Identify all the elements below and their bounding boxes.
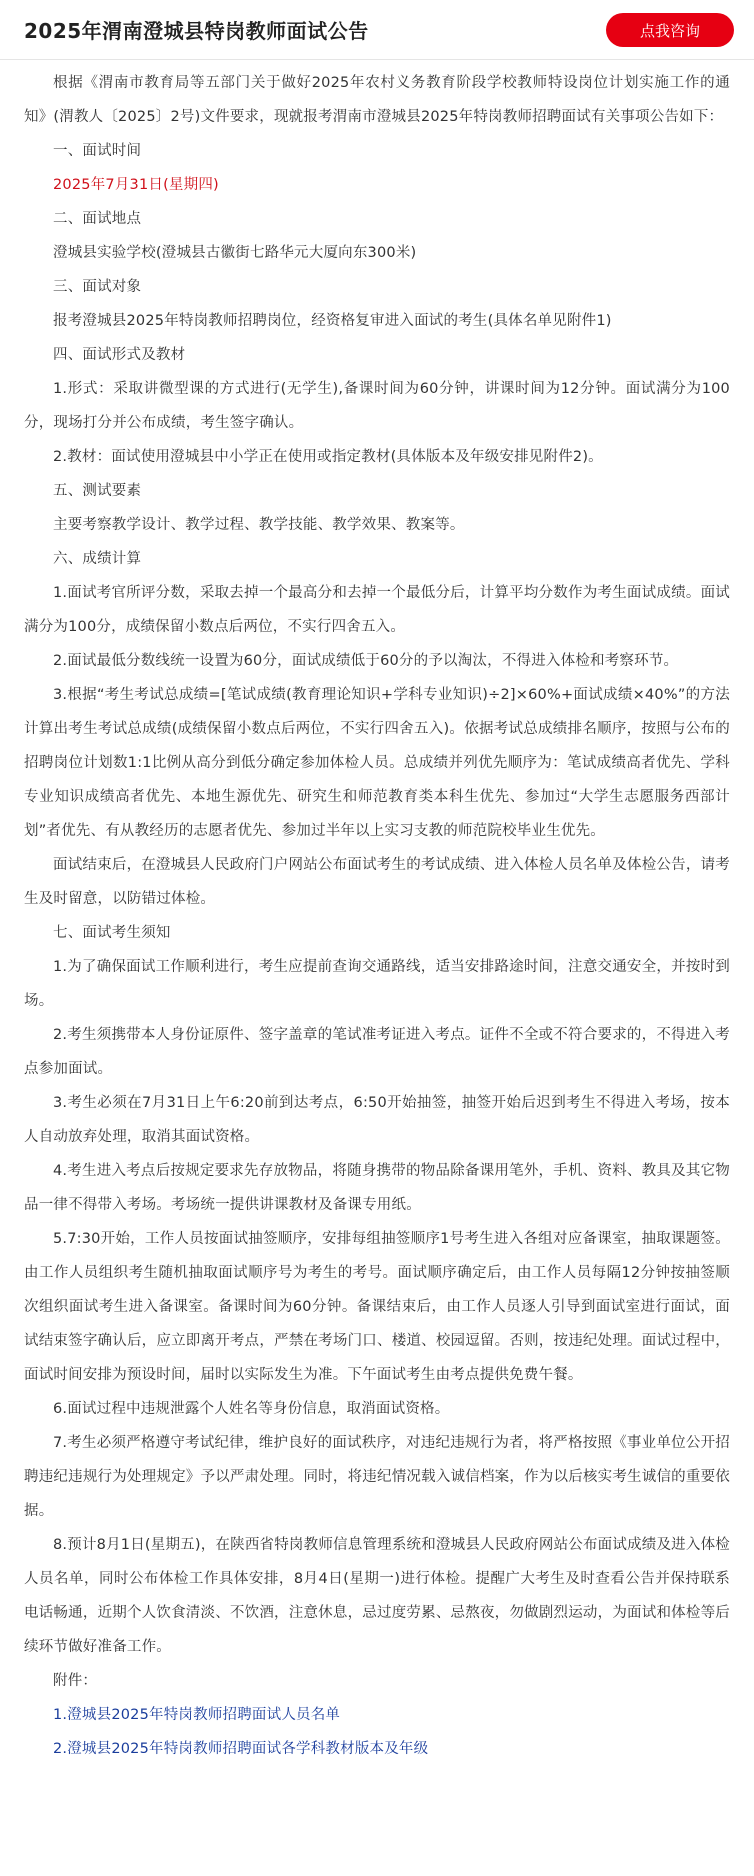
section-heading-scoring: 六、成绩计算 xyxy=(53,551,142,567)
section-heading-candidates: 三、面试对象 xyxy=(53,279,142,295)
scoring-paragraph-4: 面试结束后，在澄城县人民政府门户网站公布面试考生的考试成绩、进入体检人员名单及体检公告，请考生及时留意，以防错过体检。 xyxy=(24,857,730,907)
section-heading-time: 一、面试时间 xyxy=(53,143,142,159)
section-heading-location: 二、面试地点 xyxy=(53,211,142,227)
elements-paragraph: 主要考察教学设计、教学过程、教学技能、教学效果、教案等。 xyxy=(53,517,465,533)
article-body xyxy=(0,60,754,1766)
format-paragraph-1: 1.形式：采取讲微型课的方式进行(无学生),备课时间为60分钟，讲课时间为12分钟。面试满分为100分，现场打分并公布成绩，考生签字确认。 xyxy=(24,381,730,431)
scoring-paragraph-3: 3.根据“考生考试总成绩=[笔试成绩(教育理论知识+学科专业知识)÷2]×60%+面试成绩×40%”的方法计算出考生考试总成绩(成绩保留小数点后两位，不实行四舍五入)。依据考试总成绩排名顺序，按照与公布的招聘岗位计划数1:1比例从高分到低分确定参加体检人员。总成绩并列优先顺序为：笔试成绩高者优先、学科专业知识成绩高者优先、本地生源优先、研究生和师范教育类本科生优先、参加过“大学生志愿服务西部计划”者优先、有从教经历的志愿者优先、参加过半年以上实习支教的师范院校毕业生优先。 xyxy=(24,687,730,839)
candidates-paragraph: 报考澄城县2025年特岗教师招聘岗位，经资格复审进入面试的考生(具体名单见附件1) xyxy=(53,313,612,329)
format-paragraph-2: 2.教材：面试使用澄城县中小学正在使用或指定教材(具体版本及年级安排见附件2)。 xyxy=(53,449,603,465)
notice-paragraph-4: 4.考生进入考点后按规定要求先存放物品，将随身携带的物品除备课用笔外，手机、资料、教具及其它物品一律不得带入考场。考场统一提供讲课教材及备课专用纸。 xyxy=(24,1163,730,1213)
section-heading-notice: 七、面试考生须知 xyxy=(53,925,171,941)
notice-paragraph-3: 3.考生必须在7月31日上午6:20前到达考点，6:50开始抽签，抽签开始后迟到考生不得进入考场，按本人自动放弃处理，取消其面试资格。 xyxy=(24,1095,730,1145)
interview-date: 2025年7月31日(星期四) xyxy=(53,177,219,193)
consult-button[interactable]: 点我咨询 xyxy=(606,13,734,47)
attachments-label: 附件： xyxy=(53,1673,98,1689)
notice-paragraph-1: 1.为了确保面试工作顺利进行，考生应提前查询交通路线，适当安排路途时间，注意交通安全，并按时到场。 xyxy=(24,959,730,1009)
intro-paragraph: 根据《渭南市教育局等五部门关于做好2025年农村义务教育阶段学校教师特设岗位计划实施工作的通知》(渭教人〔2025〕2号)文件要求，现就报考渭南市澄城县2025年特岗教师招聘面试有关事项公告如下： xyxy=(24,75,730,125)
notice-paragraph-2: 2.考生须携带本人身份证原件、签字盖章的笔试准考证进入考点。证件不全或不符合要求的，不得进入考点参加面试。 xyxy=(24,1027,730,1077)
attachment-link-2[interactable]: 2.澄城县2025年特岗教师招聘面试各学科教材版本及年级 xyxy=(53,1741,429,1757)
header-bar xyxy=(0,0,754,60)
interview-location: 澄城县实验学校(澄城县古徽街七路华元大厦向东300米) xyxy=(53,245,417,261)
scoring-paragraph-2: 2.面试最低分数线统一设置为60分，面试成绩低于60分的予以淘汰，不得进入体检和考察环节。 xyxy=(53,653,679,669)
scoring-paragraph-1: 1.面试考官所评分数，采取去掉一个最高分和去掉一个最低分后，计算平均分数作为考生面试成绩。面试满分为100分，成绩保留小数点后两位，不实行四舍五入。 xyxy=(24,585,730,635)
section-heading-elements: 五、测试要素 xyxy=(53,483,142,499)
notice-paragraph-6: 6.面试过程中违规泄露个人姓名等身份信息，取消面试资格。 xyxy=(53,1401,450,1417)
notice-paragraph-7: 7.考生必须严格遵守考试纪律，维护良好的面试秩序，对违纪违规行为者，将严格按照《事业单位公开招聘违纪违规行为处理规定》予以严肃处理。同时，将违纪情况载入诚信档案，作为以后核实考生诚信的重要依据。 xyxy=(24,1435,730,1519)
notice-paragraph-8: 8.预计8月1日(星期五)，在陕西省特岗教师信息管理系统和澄城县人民政府网站公布面试成绩及进入体检人员名单，同时公布体检工作具体安排，8月4日(星期一)进行体检。提醒广大考生及时查看公告并保持联系电话畅通，近期个人饮食清淡、不饮酒，注意休息，忌过度劳累、忌熬夜，勿做剧烈运动，为面试和体检等后续环节做好准备工作。 xyxy=(24,1537,730,1655)
section-heading-format: 四、面试形式及教材 xyxy=(53,347,186,363)
attachment-link-1[interactable]: 1.澄城县2025年特岗教师招聘面试人员名单 xyxy=(53,1707,341,1723)
page-title: 2025年渭南澄城县特岗教师面试公告 xyxy=(24,19,369,43)
notice-paragraph-5: 5.7:30开始，工作人员按面试抽签顺序，安排每组抽签顺序1号考生进入各组对应备课室，抽取课题签。由工作人员组织考生随机抽取面试顺序号为考生的考号。面试顺序确定后，由工作人员每隔12分钟按抽签顺次组织面试考生进入备课室。备课时间为60分钟。备课结束后，由工作人员逐人引导到面试室进行面试，面试结束签字确认后，应立即离开考点，严禁在考场门口、楼道、校园逗留。否则，按违纪处理。面试过程中，面试时间安排为预设时间，届时以实际发生为准。下午面试考生由考点提供免费午餐。 xyxy=(24,1231,730,1383)
